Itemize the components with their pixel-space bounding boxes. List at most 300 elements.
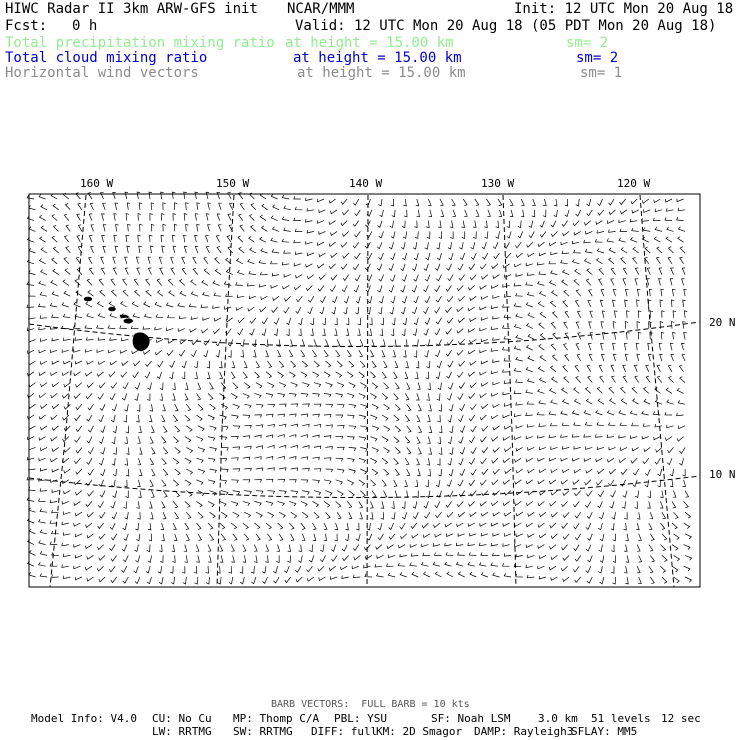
wind-barb bbox=[221, 383, 226, 390]
wind-barb bbox=[449, 404, 453, 411]
wind-barb bbox=[562, 446, 569, 449]
wind-barb bbox=[125, 437, 128, 444]
wind-barb bbox=[447, 318, 453, 323]
wind-barb bbox=[289, 501, 296, 506]
field-wind-name: Horizontal wind vectors bbox=[5, 65, 199, 81]
wind-barb bbox=[227, 236, 231, 243]
wind-barb bbox=[221, 447, 228, 450]
wind-barb bbox=[284, 228, 291, 232]
wind-barb bbox=[135, 523, 138, 530]
wind-barb bbox=[635, 491, 639, 498]
wind-barb bbox=[256, 425, 263, 428]
wind-barb bbox=[660, 491, 663, 498]
wind-barb bbox=[282, 195, 289, 199]
wind-barb bbox=[336, 458, 343, 461]
wind-barb bbox=[196, 458, 203, 463]
wind-barb bbox=[150, 458, 154, 465]
wind-barb bbox=[405, 361, 408, 368]
wind-barb bbox=[480, 393, 487, 397]
wind-barb bbox=[217, 214, 220, 221]
wind-barb bbox=[254, 555, 257, 562]
wind-barb bbox=[219, 361, 222, 368]
wind-barb bbox=[40, 468, 47, 471]
wind-barb bbox=[516, 357, 523, 361]
wind-barb bbox=[322, 329, 325, 336]
wind-barb bbox=[301, 457, 308, 460]
wind-barb bbox=[263, 577, 268, 583]
wind-barb bbox=[29, 271, 36, 275]
wind-barb bbox=[458, 264, 463, 270]
wind-barb bbox=[148, 257, 151, 264]
wind-barb bbox=[175, 512, 179, 519]
wind-barb bbox=[276, 555, 279, 562]
wind-barb bbox=[62, 501, 69, 504]
wind-barb bbox=[101, 426, 106, 433]
wind-barb bbox=[342, 545, 347, 551]
wind-barb bbox=[586, 491, 592, 497]
wind-barb bbox=[347, 350, 351, 357]
wind-barb bbox=[220, 501, 227, 506]
wind-barb bbox=[353, 264, 359, 270]
wind-barb bbox=[609, 199, 615, 205]
wind-barb bbox=[446, 350, 452, 356]
wind-barb bbox=[75, 555, 82, 558]
wind-barb bbox=[346, 523, 349, 530]
wind-barb bbox=[615, 333, 618, 340]
wind-barb bbox=[538, 262, 545, 265]
wind-barb bbox=[574, 523, 580, 529]
wind-barb bbox=[656, 447, 662, 452]
wind-barb bbox=[352, 566, 359, 569]
wind-barb bbox=[389, 523, 394, 529]
wind-barb bbox=[332, 296, 337, 303]
wind-barb bbox=[53, 204, 59, 210]
wind-barb bbox=[576, 300, 580, 307]
wind-barb bbox=[99, 415, 104, 422]
wind-barb bbox=[625, 322, 628, 329]
wind-barb bbox=[63, 554, 70, 557]
wind-barb bbox=[64, 511, 71, 514]
wind-barb bbox=[41, 426, 48, 430]
wind-barb bbox=[349, 339, 352, 346]
wind-barb bbox=[446, 534, 453, 537]
wind-barb bbox=[75, 415, 81, 421]
wind-barb bbox=[261, 272, 268, 275]
wind-barb bbox=[638, 311, 641, 318]
wind-barb bbox=[353, 575, 360, 578]
wind-barb bbox=[63, 280, 69, 286]
wind-barb bbox=[331, 210, 338, 214]
wind-barb bbox=[337, 339, 340, 346]
wind-barb bbox=[307, 230, 314, 233]
wind-barb bbox=[102, 268, 106, 275]
wind-barb bbox=[384, 447, 390, 453]
wind-barb bbox=[191, 316, 198, 319]
wind-barb bbox=[598, 399, 604, 405]
wind-barb bbox=[459, 437, 464, 444]
wind-barb bbox=[413, 512, 418, 518]
wind-barb bbox=[134, 361, 140, 366]
wind-barb bbox=[308, 307, 313, 314]
wind-barb bbox=[251, 577, 256, 584]
wind-barb bbox=[146, 361, 152, 366]
wind-barb bbox=[653, 412, 660, 416]
wind-barb bbox=[539, 400, 546, 404]
wind-barb bbox=[330, 285, 336, 291]
wind-barb bbox=[318, 285, 324, 291]
wind-barb bbox=[601, 322, 604, 329]
wind-barb bbox=[611, 279, 614, 286]
wind-barb bbox=[302, 512, 308, 518]
wind-barb bbox=[384, 361, 388, 368]
wind-barb bbox=[326, 361, 331, 367]
wind-barb bbox=[169, 291, 175, 297]
wind-barb bbox=[39, 562, 46, 566]
wind-barb bbox=[619, 435, 626, 438]
wind-barb bbox=[377, 555, 384, 558]
wind-barb bbox=[471, 242, 475, 249]
wind-barb bbox=[404, 339, 407, 346]
wind-barb bbox=[379, 231, 384, 238]
wind-barb bbox=[208, 458, 215, 462]
wind-barb bbox=[99, 512, 105, 518]
wind-barb bbox=[631, 237, 638, 242]
wind-barb bbox=[29, 572, 36, 577]
wind-barb bbox=[650, 577, 654, 584]
wind-barb bbox=[249, 214, 254, 220]
wind-barb bbox=[318, 264, 325, 268]
wind-barb bbox=[163, 491, 167, 498]
wind-barb bbox=[514, 303, 521, 307]
wind-barb bbox=[423, 553, 430, 556]
wind-barb bbox=[459, 242, 463, 249]
wind-barb bbox=[543, 210, 546, 217]
wind-barb bbox=[418, 404, 421, 411]
wind-barb bbox=[411, 523, 417, 529]
wind-barb bbox=[146, 566, 150, 573]
wind-barb bbox=[539, 323, 545, 329]
wind-barb bbox=[598, 523, 602, 530]
hawaii-islands bbox=[84, 297, 149, 351]
wind-barb bbox=[349, 512, 352, 519]
wind-barb bbox=[231, 545, 234, 552]
wind-barb bbox=[52, 236, 57, 242]
wind-barb bbox=[481, 317, 488, 320]
wind-barb bbox=[528, 378, 535, 382]
wind-barb bbox=[379, 275, 384, 282]
wind-barb bbox=[215, 258, 220, 264]
wind-barb bbox=[266, 501, 273, 505]
wind-barb bbox=[504, 403, 511, 406]
wind-barb bbox=[405, 415, 409, 422]
wind-barb bbox=[480, 480, 486, 485]
island-kauai bbox=[84, 297, 92, 301]
wind-barb bbox=[457, 501, 463, 506]
wind-barb bbox=[179, 316, 186, 319]
wind-barb bbox=[521, 199, 524, 206]
wind-barb bbox=[197, 203, 200, 210]
wind-barb bbox=[433, 543, 440, 546]
wind-barb bbox=[109, 350, 116, 353]
wind-barb bbox=[52, 383, 59, 387]
wind-barb bbox=[175, 469, 181, 475]
wind-barb bbox=[673, 491, 676, 498]
wind-barb bbox=[360, 339, 363, 346]
wind-barb bbox=[150, 404, 153, 411]
field-precip-level: at height = 15.00 km bbox=[285, 35, 454, 51]
wind-barb bbox=[613, 290, 616, 297]
diffusion: DIFF: full bbox=[311, 725, 378, 738]
wind-barb bbox=[528, 356, 534, 361]
wind-barb bbox=[491, 563, 498, 567]
wind-barb bbox=[266, 393, 273, 397]
wind-barb bbox=[203, 317, 210, 320]
wind-barb bbox=[170, 566, 173, 573]
wind-barb bbox=[445, 543, 452, 546]
wind-barb bbox=[108, 325, 115, 328]
wind-barb bbox=[491, 523, 498, 526]
wind-barb bbox=[459, 458, 464, 465]
wind-barb bbox=[662, 555, 667, 561]
wind-barb bbox=[272, 273, 279, 276]
wind-barb bbox=[631, 458, 637, 463]
wind-barb bbox=[484, 221, 487, 228]
wind-barb bbox=[584, 410, 591, 415]
wind-barb bbox=[63, 338, 70, 341]
wind-barb bbox=[464, 210, 467, 217]
wind-barb bbox=[41, 226, 47, 232]
wind-barb bbox=[86, 501, 92, 506]
wind-barb bbox=[145, 314, 152, 318]
wind-barb bbox=[112, 404, 117, 411]
wind-barb bbox=[208, 415, 214, 420]
wind-barb bbox=[539, 344, 545, 350]
wind-barb bbox=[417, 210, 420, 217]
wind-barb bbox=[585, 422, 592, 426]
wind-barb bbox=[685, 555, 692, 560]
wind-barb bbox=[625, 343, 628, 350]
wind-barb bbox=[256, 491, 263, 494]
wind-barb bbox=[668, 257, 672, 264]
wind-barb bbox=[192, 339, 198, 344]
wind-barb bbox=[586, 231, 593, 234]
wind-barb bbox=[349, 404, 356, 408]
wind-barb bbox=[122, 566, 127, 572]
wind-barb bbox=[539, 253, 546, 256]
wind-barb bbox=[540, 221, 545, 228]
wind-barb bbox=[551, 555, 558, 559]
wind-barb bbox=[295, 566, 300, 572]
wind-barb bbox=[307, 275, 314, 279]
wind-barb bbox=[65, 269, 70, 275]
wind-barb bbox=[637, 289, 640, 296]
wind-barb bbox=[367, 253, 372, 259]
wind-barb bbox=[382, 437, 388, 442]
wind-barb bbox=[324, 415, 331, 418]
wind-barb bbox=[331, 576, 338, 579]
wind-barb bbox=[186, 469, 192, 474]
wind-barb bbox=[388, 555, 395, 558]
wind-barb bbox=[162, 404, 165, 411]
wind-barb bbox=[670, 480, 673, 487]
wind-barb bbox=[632, 228, 639, 231]
wind-barb bbox=[314, 469, 321, 472]
wind-barb bbox=[600, 577, 604, 584]
wind-barb bbox=[426, 372, 429, 379]
wind-barb bbox=[369, 318, 372, 325]
wind-barb bbox=[577, 354, 581, 361]
wind-barb bbox=[439, 426, 442, 433]
wind-barb bbox=[496, 221, 499, 228]
wind-barb bbox=[39, 519, 46, 523]
wind-barb bbox=[278, 523, 283, 529]
wind-barb bbox=[372, 383, 378, 389]
wind-barb bbox=[437, 253, 441, 260]
wind-barb bbox=[312, 414, 319, 417]
wind-barb bbox=[125, 257, 128, 264]
wind-barb bbox=[356, 523, 359, 530]
wind-barb bbox=[463, 199, 467, 206]
island-oahu bbox=[109, 307, 116, 311]
wind-barb bbox=[167, 328, 174, 331]
wind-barb bbox=[482, 242, 487, 249]
wind-barb bbox=[470, 361, 477, 365]
wind-barb bbox=[109, 302, 115, 308]
wind-barb bbox=[586, 446, 593, 449]
wind-barb bbox=[156, 314, 163, 318]
wind-barb bbox=[493, 447, 499, 452]
wind-barb bbox=[113, 491, 117, 498]
wind-barb bbox=[360, 447, 367, 451]
wind-barb bbox=[182, 257, 185, 264]
wind-barb bbox=[284, 206, 291, 210]
wind-barb bbox=[126, 469, 129, 476]
wind-barb bbox=[193, 257, 197, 264]
wind-barb bbox=[114, 235, 117, 242]
wind-barb bbox=[561, 458, 568, 461]
wind-barb bbox=[601, 290, 604, 297]
wind-barb bbox=[633, 399, 639, 405]
wind-barb bbox=[528, 512, 535, 516]
wind-barb bbox=[504, 336, 511, 339]
wind-barb bbox=[615, 311, 618, 318]
wind-barb bbox=[347, 415, 354, 419]
wind-barb bbox=[29, 227, 36, 232]
wind-barb bbox=[527, 272, 534, 275]
wind-barb bbox=[554, 210, 558, 217]
wind-barb bbox=[590, 333, 593, 340]
wind-barb bbox=[394, 458, 399, 464]
wind-barb bbox=[414, 221, 417, 228]
wind-barb bbox=[611, 365, 614, 372]
wind-barb bbox=[74, 393, 80, 398]
wind-barb bbox=[27, 350, 34, 353]
wind-barb bbox=[97, 566, 103, 571]
wind-barb bbox=[137, 437, 140, 444]
wind-barb bbox=[573, 566, 579, 572]
wind-barb bbox=[28, 518, 35, 523]
wind-barb bbox=[283, 285, 290, 289]
wind-barb bbox=[549, 458, 556, 461]
wind-barb bbox=[75, 279, 80, 285]
wind-barb bbox=[193, 268, 198, 274]
wind-barb bbox=[50, 303, 57, 307]
wind-barb bbox=[341, 221, 347, 226]
wind-barb bbox=[624, 545, 627, 552]
wind-barb bbox=[163, 203, 166, 210]
wind-barb bbox=[40, 237, 46, 243]
wind-barb bbox=[587, 210, 593, 216]
wind-barb bbox=[178, 328, 185, 331]
wind-barb bbox=[438, 469, 441, 476]
wind-barb bbox=[294, 285, 301, 289]
forecast-label: Fcst: bbox=[5, 18, 48, 34]
wind-barb bbox=[448, 361, 453, 367]
wind-barb bbox=[279, 361, 284, 367]
wind-barb bbox=[552, 377, 558, 383]
wind-barb bbox=[678, 400, 685, 404]
wind-barb bbox=[573, 259, 580, 264]
wind-barb bbox=[196, 437, 203, 442]
wind-barb bbox=[343, 275, 349, 281]
wind-barb bbox=[128, 224, 131, 231]
wind-barb bbox=[295, 252, 302, 255]
wind-barb bbox=[135, 577, 140, 584]
wind-barb bbox=[182, 361, 186, 368]
wind-barb bbox=[623, 365, 626, 372]
wind-barb bbox=[175, 404, 178, 411]
wind-barb bbox=[561, 480, 568, 484]
wind-barb bbox=[387, 545, 394, 549]
wind-barb bbox=[611, 523, 614, 530]
wind-barb bbox=[574, 545, 580, 551]
wind-barb bbox=[251, 204, 256, 210]
wind-barb bbox=[294, 263, 301, 266]
wind-barb bbox=[677, 388, 683, 393]
wind-barb bbox=[515, 544, 522, 547]
wind-barb bbox=[288, 545, 291, 552]
wind-barb bbox=[427, 231, 430, 238]
wind-barb bbox=[418, 426, 421, 433]
wind-barb bbox=[613, 300, 616, 307]
wind-barb bbox=[415, 480, 418, 487]
wind-barb bbox=[674, 555, 680, 561]
wind-barb bbox=[233, 491, 240, 495]
wind-barb bbox=[646, 376, 650, 383]
wind-barb bbox=[510, 199, 513, 206]
wind-barb bbox=[667, 458, 672, 464]
wind-barb bbox=[503, 415, 510, 418]
wind-barb bbox=[208, 203, 211, 210]
wind-barb bbox=[99, 458, 104, 465]
wind-barb bbox=[447, 372, 452, 378]
wind-barb bbox=[649, 289, 652, 296]
wind-barb bbox=[256, 404, 263, 408]
wind-barb bbox=[576, 290, 580, 297]
wind-barb bbox=[152, 447, 156, 454]
wind-barb bbox=[370, 393, 376, 399]
wind-barb bbox=[147, 577, 151, 584]
wind-barb bbox=[573, 458, 580, 461]
wind-barb bbox=[324, 523, 327, 530]
wind-barb bbox=[680, 377, 685, 383]
wind-barb bbox=[318, 566, 324, 571]
wind-barb bbox=[491, 371, 498, 374]
wind-barb bbox=[136, 257, 139, 264]
wind-barb bbox=[122, 393, 127, 400]
wind-barb bbox=[458, 393, 463, 399]
wind-barb bbox=[149, 192, 152, 199]
